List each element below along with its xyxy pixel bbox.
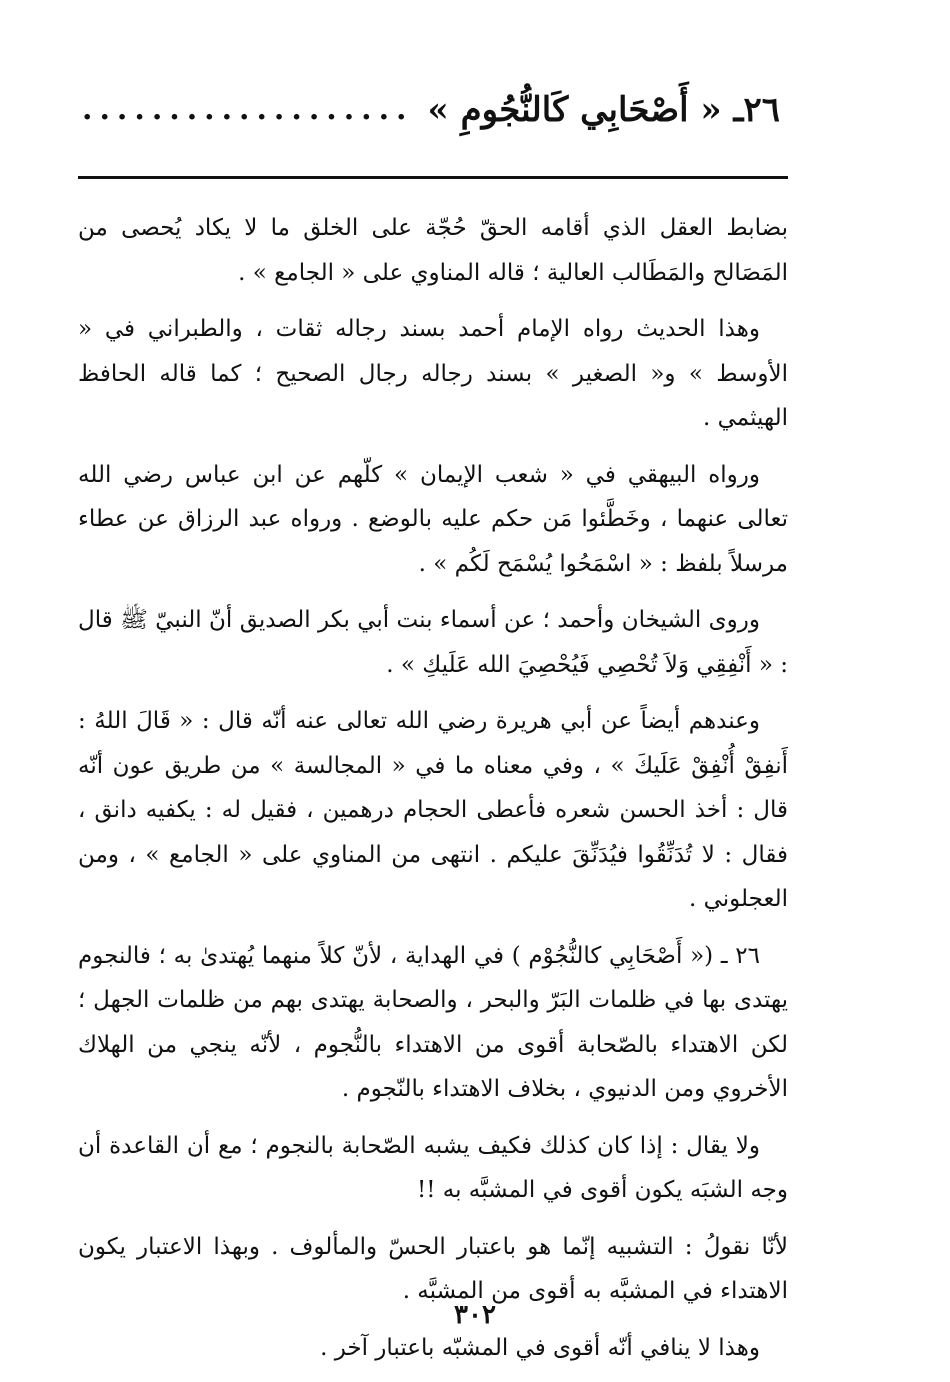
paragraph-abu-hurayra: وعندهم أيضاً عن أبي هريرة رضي الله تعالى عنه أنّه قال : « قَالَ اللهُ : أَنفِقْ أُنْفِقْ عَلَيكَ » ، وفي معناه ما في « المجالسة » من طريق عون أنّه قال : أخذ الحسن شعره فأعطى الحجام درهمين ، فقيل له : يكفيه دانق ، فقال : لا تُدَنِّقُوا فيُدَنِّقَ عليكم . انتهى من المناوي على « الجامع » ، ومن العجلوني .: [78, 708, 788, 912]
header-rule: [78, 176, 788, 179]
paragraph-shaykhan: وروى الشيخان وأحمد ؛ عن أسماء بنت أبي بكر الصديق أنّ النبيّ ﷺ قال : « أَنْفِقِي وَلاَ تُحْصِي فَيُحْصِيَ الله عَلَيكِ » .: [78, 607, 788, 678]
paragraph-hadith-26: ٢٦ ـ (« أَصْحَابِي كالنُّجُوْم ) في الهداية ، لأنّ كلاً منهما يُهتدىٰ به ؛ فالنجوم يهتدى بها في ظلمات البَرّ والبحر ، والصحابة يهتدى بهم من ظلمات الجهل ؛ لكن الاهتداء بالصّحابة أقوى من الاهتداء بالنُّجوم ، لأنّه ينجي من الهلاك الأخروي ومن الدنيوي ، بخلاف الاهتداء بالنّجوم .: [78, 942, 788, 1102]
paragraph-hadith-narration: وهذا الحديث رواه الإمام أحمد بسند رجاله ثقات ، والطبراني في « الأوسط » و« الصغير » بسند رجاله رجال الصحيح ؛ كما قاله الحافظ الهيثمي .: [78, 316, 788, 431]
header-dot-leader: ...................: [82, 95, 414, 125]
header-title: ٢٦ـ « أَصْحَابِي كَالنُّجُومِ »: [427, 90, 780, 130]
paragraph-conclusion: وهذا لا ينافي أنّه أقوى في المشبّه باعتبار آخر .: [320, 1334, 760, 1361]
paragraph-bayhaqi: ورواه البيهقي في « شعب الإيمان » كلّهم عن ابن عباس رضي الله تعالى عنهما ، وخَطَّئوا مَن حكم عليه بالوضع . ورواه عبد الرزاق عن عطاء مرسلاً بلفظ : « اسْمَحُوا يُسْمَح لَكُم » .: [78, 461, 788, 577]
paragraph-objection: ولا يقال : إذا كان كذلك فكيف يشبه الصّحابة بالنجوم ؛ مع أن القاعدة أن وجه الشبَه يكون أقوى في المشبَّه به !!: [78, 1132, 788, 1203]
paragraph-response: لأنّا نقولُ : التشبيه إنّما هو باعتبار الحسّ والمألوف . وبهذا الاعتبار يكون الاهتداء في المشبَّه به أقوى من المشبَّه .: [78, 1233, 788, 1304]
page-body: [78, 206, 788, 1382]
page-number: ٣٠٢: [454, 1300, 496, 1330]
running-header: [78, 80, 780, 140]
paragraph-continuation: بضابط العقل الذي أقامه الحقّ حُجّة على الخلق ما لا يكاد يُحصى من المَصَالح والمَطَالب العالية ؛ قاله المناوي على « الجامع » .: [78, 215, 788, 286]
